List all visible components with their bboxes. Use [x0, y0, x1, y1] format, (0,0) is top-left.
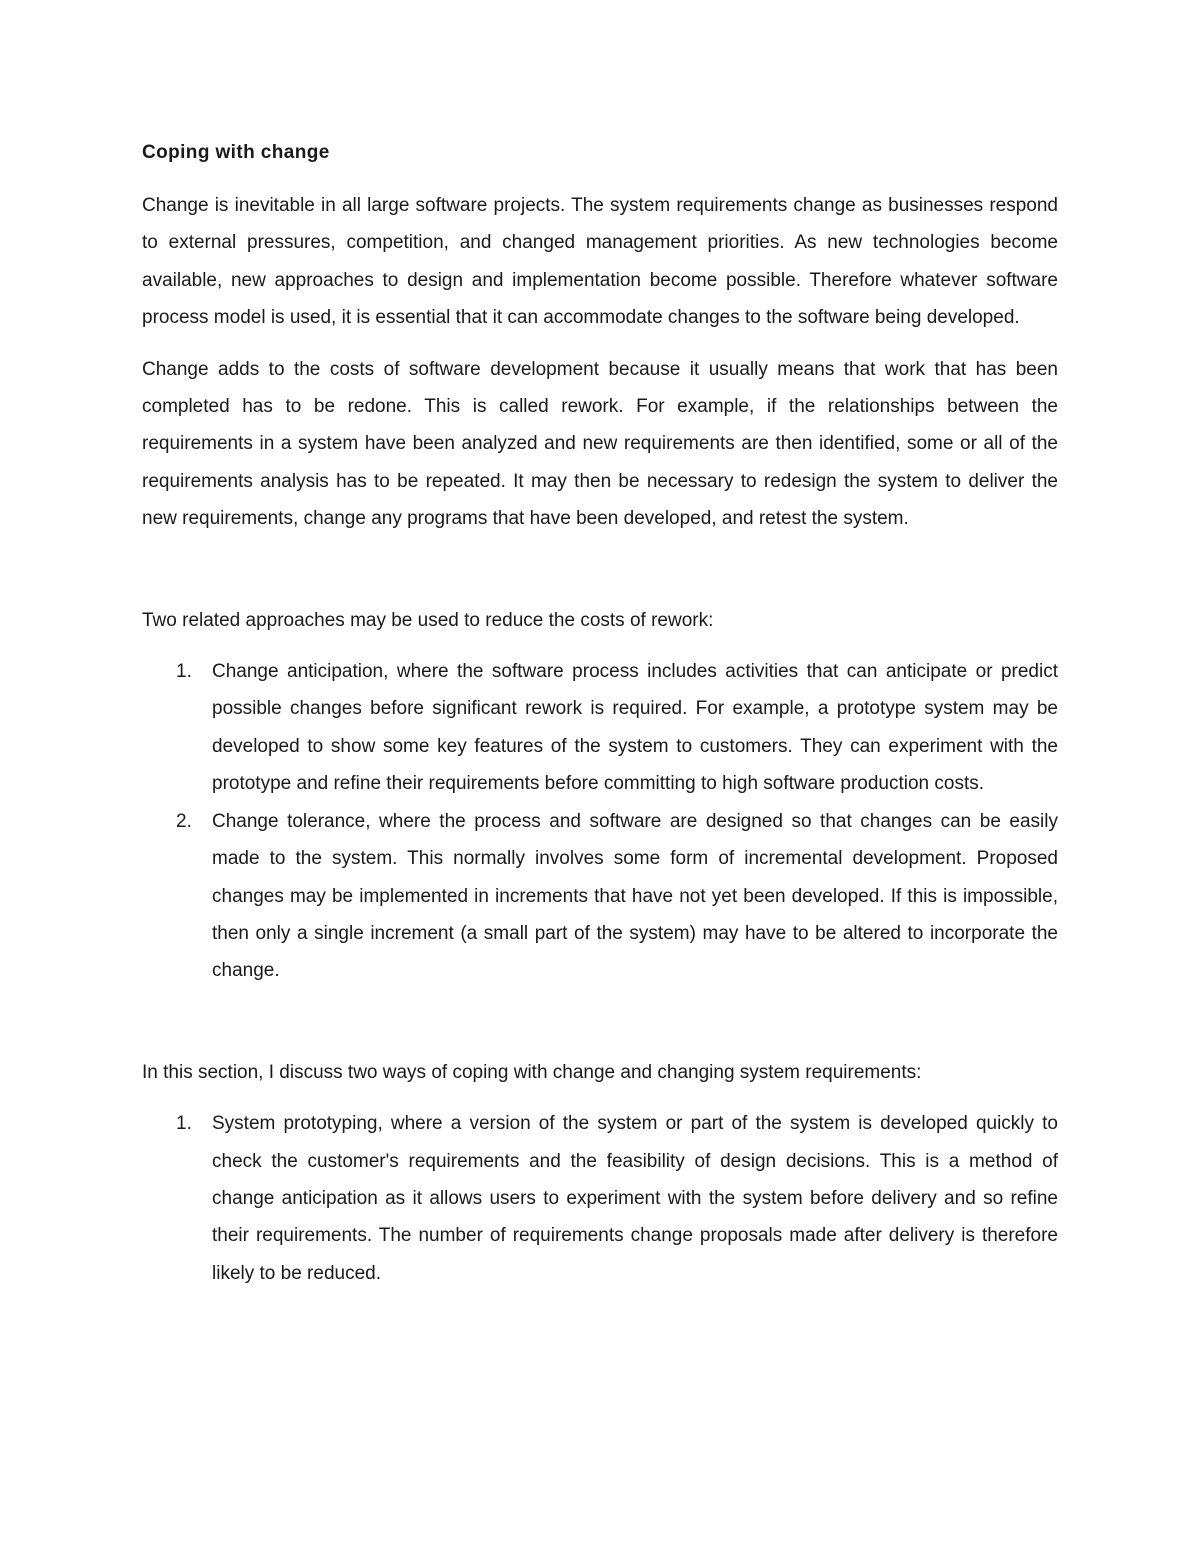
- paragraph-change-costs: Change adds to the costs of software development because it usually means that work that has been completed has to be redone. This is called rework. For example, if the relationships between the requirements in a system have been analyzed and new requirements are then identified, some or all of the requirements analysis has to be repeated. It may then be necessary to redesign the system to deliver the new requirements, change any programs that have been developed, and retest the system.: [142, 358, 1058, 530]
- document-title: Coping with change: [142, 142, 330, 163]
- list-item-number: 2.: [176, 810, 192, 832]
- section-intro: In this section, I discuss two ways of coping with change and changing system requirements:: [142, 1061, 922, 1083]
- document-body: [142, 138, 1058, 1306]
- list-item-number: 1.: [176, 661, 192, 683]
- ways-list: [142, 1105, 1058, 1292]
- list-item-text: Change tolerance, where the process and software are designed so that changes can be easily made to the system. This normally involves some form of incremental development. Proposed changes may be implemented in increments that have not yet been developed. If this is impossible, then only a single increment (a small part of the system) may have to be altered to incorporate the change.: [212, 810, 1058, 982]
- list-item: [142, 803, 1058, 990]
- paragraph-change-inevitable: Change is inevitable in all large software projects. The system requirements change as businesses respond to external pressures, competition, and changed management priorities. As new technologies become available, new approaches to design and implementation become possible. Therefore whatever software process model is used, it is essential that it can accommodate changes to the software being developed.: [142, 195, 1058, 329]
- list-item-number: 1.: [176, 1113, 192, 1135]
- approaches-list: [142, 653, 1058, 990]
- list-item-text: System prototyping, where a version of the system or part of the system is developed quickly to check the customer's requirements and the feasibility of design decisions. This is a method of change anticipation as it allows users to experiment with the system before delivery and so refine their requirements. The number of requirements change proposals made after delivery is therefore likely to be reduced.: [212, 1113, 1058, 1284]
- list-item-text: Change anticipation, where the software process includes activities that can anticipate or predict possible changes before significant rework is required. For example, a prototype system may be developed to show some key features of the system to customers. They can experiment with the prototype and refine their requirements before committing to high software production costs.: [212, 661, 1058, 795]
- blank-line: [142, 1004, 1058, 1054]
- list-item: [142, 653, 1058, 803]
- approaches-intro: Two related approaches may be used to reduce the costs of rework:: [142, 609, 714, 631]
- blank-line: [142, 552, 1058, 602]
- list-item: [142, 1105, 1058, 1292]
